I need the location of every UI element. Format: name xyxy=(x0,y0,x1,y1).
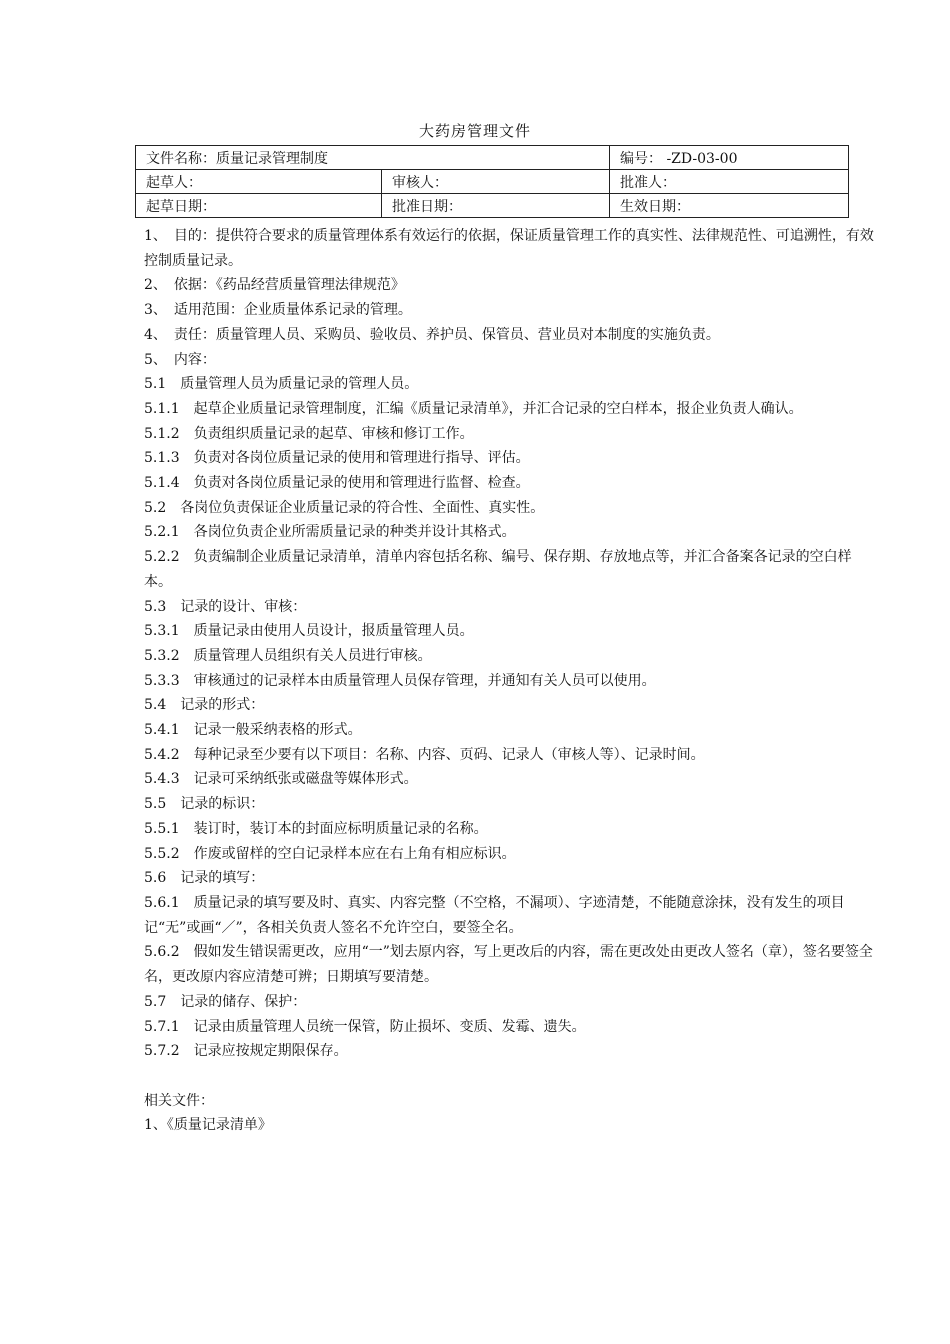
header-row xyxy=(136,194,849,218)
clause-5-1-3: 5.1.3 负责对各岗位质量记录的使用和管理进行指导、评估。 xyxy=(144,450,530,467)
clause-5-6-1: 5.6.1 质量记录的填写要及时、真实、内容完整（不空格，不漏项）、字迹清楚，不能随意涂抹，没有发生的项目记“无”或画“／”，各相关负责人签名不允许空白，要签全名。 xyxy=(144,894,845,936)
clause-5-5: 5.5 记录的标识： xyxy=(144,796,265,813)
document-body xyxy=(144,224,876,1138)
drafter-cell: 起草人： xyxy=(136,170,382,194)
effective-date-cell: 生效日期： xyxy=(610,194,849,218)
clause-5-5-2: 5.5.2 作废或留样的空白记录样本应在右上角有相应标识。 xyxy=(144,845,516,862)
clause-5-3-1: 5.3.1 质量记录由使用人员设计，报质量管理人员。 xyxy=(144,623,474,640)
related-docs-heading: 相关文件： xyxy=(144,1092,214,1109)
file-number-cell: 编号： -ZD-03-00 xyxy=(610,146,849,170)
clause-5-5-1: 5.5.1 装订时，装订本的封面应标明质量记录的名称。 xyxy=(144,820,488,837)
clause-5-2-1: 5.2.1 各岗位负责企业所需质量记录的种类并设计其格式。 xyxy=(144,524,516,541)
clause-5-1-4: 5.1.4 负责对各岗位质量记录的使用和管理进行监督、检查。 xyxy=(144,475,530,492)
clause-5-3: 5.3 记录的设计、审核： xyxy=(144,598,307,615)
document-header-table xyxy=(135,145,849,218)
header-row xyxy=(136,170,849,194)
clause-5-6: 5.6 记录的填写： xyxy=(144,870,265,887)
approve-date-cell: 批准日期： xyxy=(382,194,610,218)
related-doc-item: 1、《质量记录清单》 xyxy=(144,1117,272,1134)
draft-date-cell: 起草日期： xyxy=(136,194,382,218)
reviewer-cell: 审核人： xyxy=(382,170,610,194)
clause-5-1: 5.1 质量管理人员为质量记录的管理人员。 xyxy=(144,376,419,393)
clause-purpose: 1、 目的：提供符合要求的质量管理体系有效运行的依据，保证质量管理工作的真实性、法律规范性、可追溯性，有效控制质量记录。 xyxy=(144,228,874,269)
clause-5-4-1: 5.4.1 记录一般采纳表格的形式。 xyxy=(144,722,362,739)
clause-5-7-1: 5.7.1 记录由质量管理人员统一保管，防止损坏、变质、发霉、遗失。 xyxy=(144,1018,586,1035)
clause-5-1-1: 5.1.1 起草企业质量记录管理制度，汇编《质量记录清单》，并汇合记录的空白样本，报企业负责人确认。 xyxy=(144,400,803,417)
header-row xyxy=(136,146,849,170)
clause-5-6-2: 5.6.2 假如发生错误需更改，应用“一”划去原内容，写上更改后的内容，需在更改处由更改人签名（章），签名要签全名，更改原内容应清楚可辨；日期填写要清楚。 xyxy=(144,944,873,986)
clause-5-4-3: 5.4.3 记录可采纳纸张或磁盘等媒体形式。 xyxy=(144,771,418,788)
clause-5-3-2: 5.3.2 质量管理人员组织有关人员进行审核。 xyxy=(144,647,432,664)
clause-5-7: 5.7 记录的储存、保护： xyxy=(144,993,307,1010)
clause-scope: 3、 适用范围：企业质量体系记录的管理。 xyxy=(144,302,412,319)
clause-content: 5、 内容： xyxy=(144,351,216,368)
clause-responsibility: 4、 责任：质量管理人员、采购员、验收员、养护员、保管员、营业员对本制度的实施负责。 xyxy=(144,326,720,343)
document-title: 大药房管理文件 xyxy=(418,122,531,140)
clause-5-3-3: 5.3.3 审核通过的记录样本由质量管理人员保存管理，并通知有关人员可以使用。 xyxy=(144,672,656,689)
spacer xyxy=(144,1064,876,1089)
clause-5-4: 5.4 记录的形式： xyxy=(144,697,265,714)
clause-5-7-2: 5.7.2 记录应按规定期限保存。 xyxy=(144,1043,348,1060)
clause-5-1-2: 5.1.2 负责组织质量记录的起草、审核和修订工作。 xyxy=(144,425,474,442)
file-name-cell: 文件名称：质量记录管理制度 xyxy=(136,146,610,170)
clause-5-4-2: 5.4.2 每种记录至少要有以下项目：名称、内容、页码、记录人（审核人等）、记录时间。 xyxy=(144,746,705,763)
clause-basis: 2、 依据：《药品经营质量管理法律规范》 xyxy=(144,277,405,294)
approver-cell: 批准人： xyxy=(610,170,849,194)
clause-5-2: 5.2 各岗位负责保证企业质量记录的符合性、全面性、真实性。 xyxy=(144,499,545,516)
clause-5-2-2: 5.2.2 负责编制企业质量记录清单，清单内容包括名称、编号、保存期、存放地点等，并汇合备案各记录的空白样本。 xyxy=(144,549,852,590)
